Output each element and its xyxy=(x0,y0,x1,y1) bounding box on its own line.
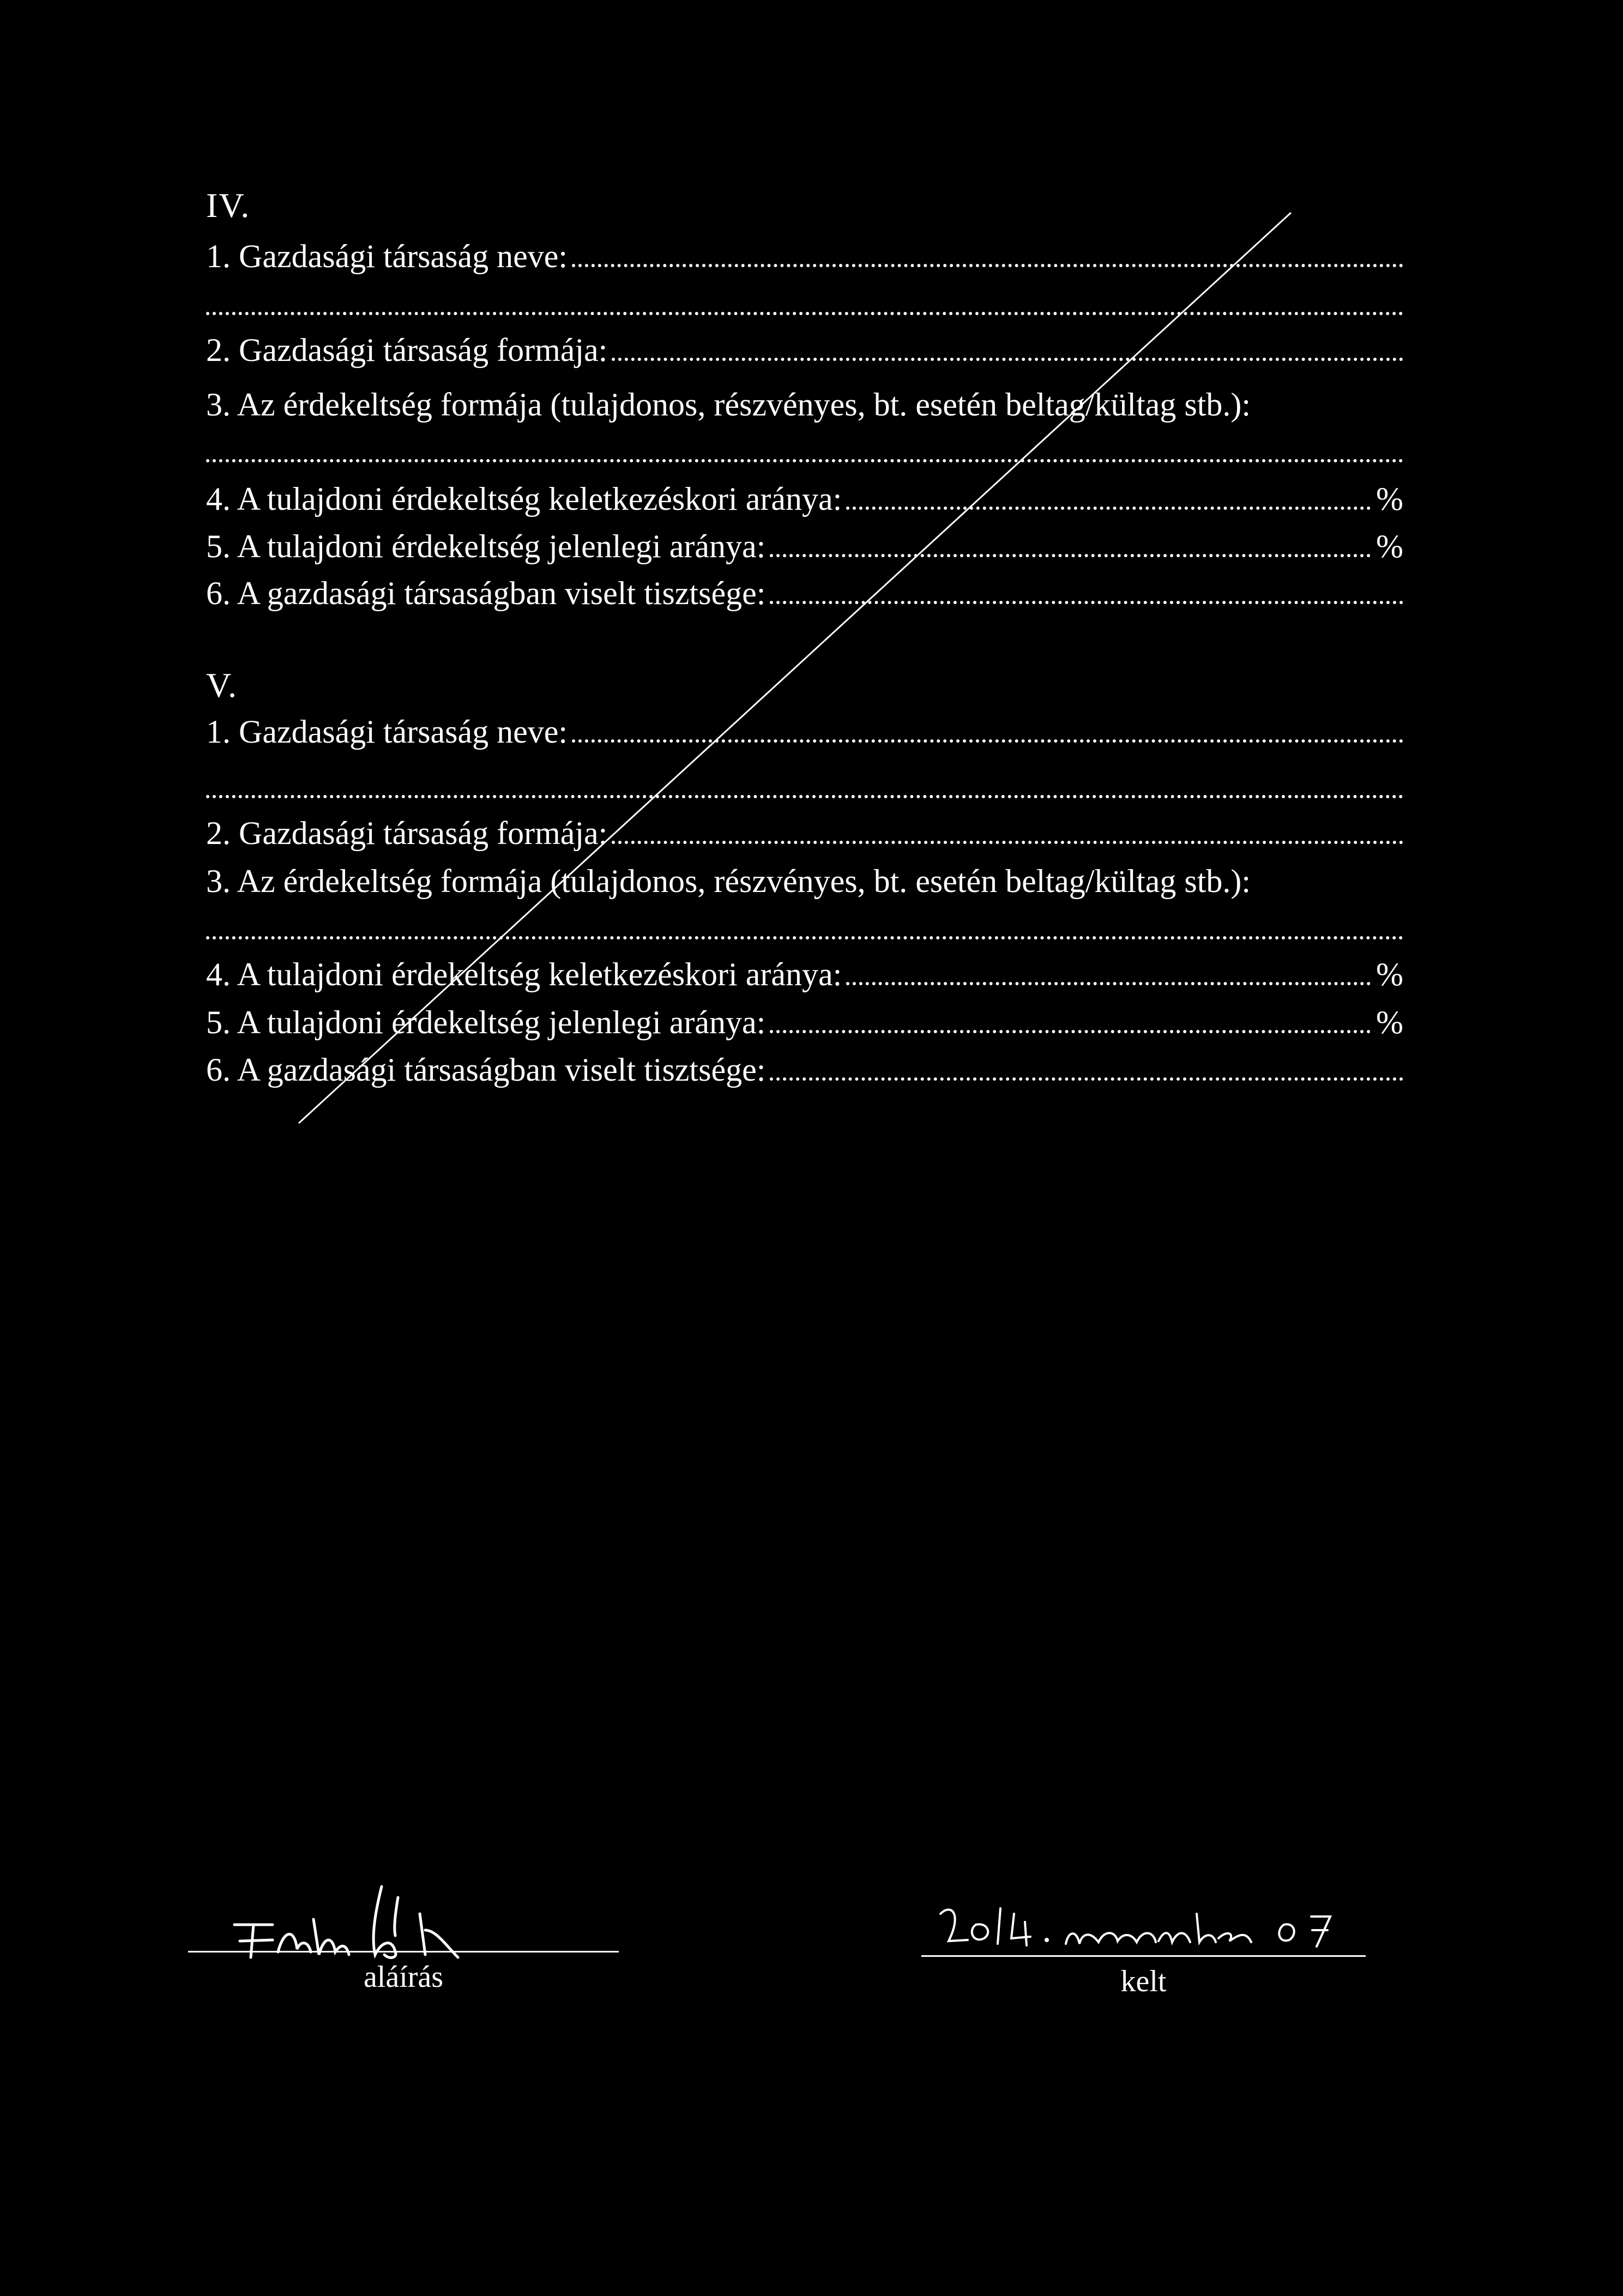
date-caption: kelt xyxy=(1120,1964,1167,1998)
field-label: 1. Gazdasági társaság neve: xyxy=(206,714,568,750)
field-label: 3. Az érdekeltség formája (tulajdonos, részvényes, bt. esetén beltag/kültag stb.): xyxy=(206,863,1251,899)
field-label: 6. A gazdasági társaságban viselt tisztsége: xyxy=(206,575,766,611)
field-label: 1. Gazdasági társaság neve: xyxy=(206,238,568,274)
field-label: 5. A tulajdoni érdekeltség jelenlegi aránya: xyxy=(206,528,766,564)
field-label: 6. A gazdasági társaságban viselt tisztsége: xyxy=(206,1052,766,1088)
section-v-heading: V. xyxy=(206,666,238,704)
signature-caption: aláírás xyxy=(363,1960,444,1994)
percent-unit: % xyxy=(1376,528,1403,564)
handwritten-signature xyxy=(202,1876,616,1963)
field-label: 4. A tulajdoni érdekeltség keletkezéskori aránya: xyxy=(206,956,842,992)
field-label: 2. Gazdasági társaság formája: xyxy=(206,815,608,851)
field-label: 5. A tulajdoni érdekeltség jelenlegi aránya: xyxy=(206,1004,766,1040)
signature-line xyxy=(188,1951,619,1952)
field-label: 4. A tulajdoni érdekeltség keletkezéskori aránya: xyxy=(206,481,842,517)
percent-unit: % xyxy=(1376,1004,1403,1040)
percent-unit: % xyxy=(1376,481,1403,517)
field-label: 3. Az érdekeltség formája (tulajdonos, részvényes, bt. esetén beltag/kültag stb.): xyxy=(206,387,1251,423)
handwritten-date xyxy=(924,1892,1371,1957)
section-iv-heading: IV. xyxy=(206,186,251,225)
field-label: 2. Gazdasági társaság formája: xyxy=(206,332,608,368)
percent-unit: % xyxy=(1376,956,1403,992)
date-line xyxy=(921,1955,1366,1957)
